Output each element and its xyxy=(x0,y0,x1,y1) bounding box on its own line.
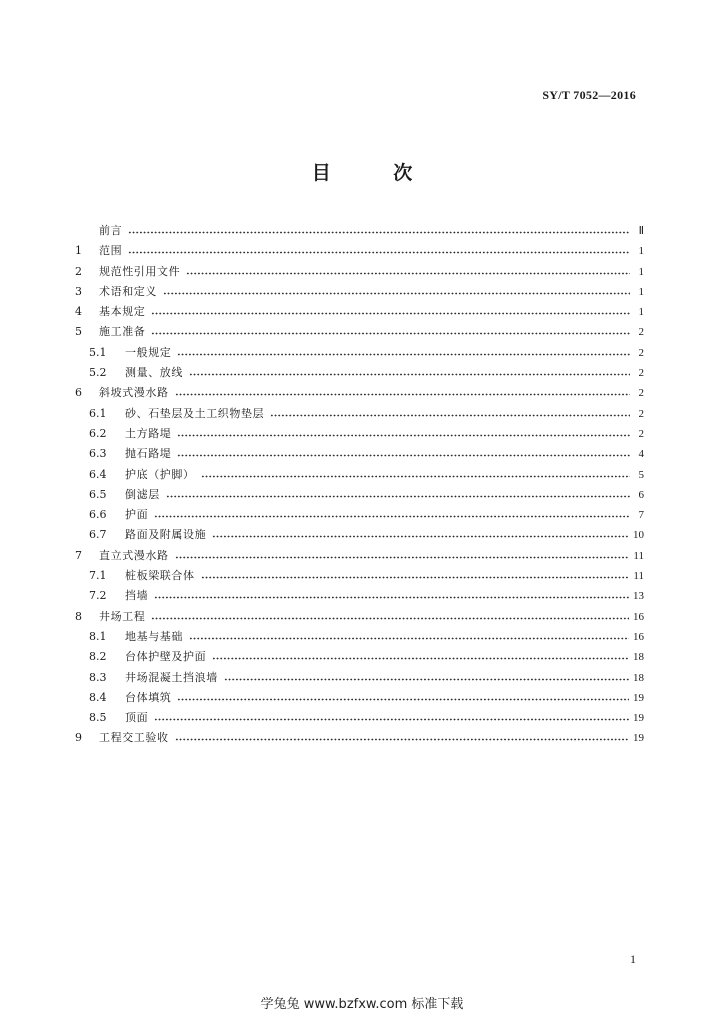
toc-entry[interactable] xyxy=(72,386,644,406)
toc-entry[interactable] xyxy=(72,630,644,650)
toc-entry-page: 2 xyxy=(638,367,644,380)
toc-entry-page: 2 xyxy=(638,346,644,359)
toc-dot-leader xyxy=(128,245,630,254)
toc-dot-leader xyxy=(151,611,629,620)
toc-entry-label: 一般规定 xyxy=(125,345,172,359)
toc-entry[interactable] xyxy=(72,650,644,670)
toc-entry[interactable] xyxy=(72,549,644,569)
toc-entry-page: 1 xyxy=(638,245,644,258)
toc-entry[interactable] xyxy=(72,508,644,528)
toc-dot-leader xyxy=(212,651,629,660)
toc-entry-label: 路面及附属设施 xyxy=(125,528,207,542)
toc-entry-label: 规范性引用文件 xyxy=(99,264,181,278)
toc-entry-label: 台体护壁及护面 xyxy=(125,650,207,664)
toc-entry-page: 2 xyxy=(638,427,644,440)
toc-entry-number: 6.7 xyxy=(89,528,107,542)
toc-dot-leader xyxy=(224,672,629,681)
toc-entry-label: 土方路堤 xyxy=(125,426,172,440)
toc-entry-page: 5 xyxy=(638,468,644,481)
toc-entry-page: 2 xyxy=(638,387,644,400)
toc-dot-leader xyxy=(175,550,630,559)
toc-entry-label: 挡墙 xyxy=(125,589,149,603)
toc-entry-number: 5 xyxy=(75,325,82,339)
toc-entry-page: 7 xyxy=(638,509,644,522)
toc-dot-leader xyxy=(212,529,629,538)
toc-entry-label: 护面 xyxy=(125,508,149,522)
toc-dot-leader xyxy=(270,408,630,417)
toc-entry-page: 18 xyxy=(633,671,644,684)
toc-entry[interactable] xyxy=(72,265,644,285)
toc-entry-page: 6 xyxy=(638,488,644,501)
toc-entry-number: 6.5 xyxy=(89,487,107,501)
toc-entry-label: 直立式漫水路 xyxy=(99,548,169,562)
toc-entry-number: 6.3 xyxy=(89,447,107,461)
toc-dot-leader xyxy=(177,428,630,437)
toc-entry-page: 2 xyxy=(638,326,644,339)
toc-entry-number: 8.4 xyxy=(89,690,107,704)
toc-dot-leader xyxy=(128,225,630,234)
toc-entry[interactable] xyxy=(72,569,644,589)
toc-entry[interactable] xyxy=(72,711,644,731)
toc-entry-page: 1 xyxy=(638,265,644,278)
toc-dot-leader xyxy=(177,347,630,356)
toc-entry[interactable] xyxy=(72,407,644,427)
toc-entry-page: 16 xyxy=(633,610,644,623)
toc-entry[interactable] xyxy=(72,244,644,264)
toc-entry-label: 术语和定义 xyxy=(99,284,157,298)
toc-entry-label: 工程交工验收 xyxy=(99,731,169,745)
toc-entry-label: 台体填筑 xyxy=(125,690,172,704)
toc-entry[interactable] xyxy=(72,366,644,386)
toc-dot-leader xyxy=(189,631,629,640)
toc-entry[interactable] xyxy=(72,731,644,751)
toc-dot-leader xyxy=(201,570,630,579)
toc-entry-page: 10 xyxy=(633,529,644,542)
toc-dot-leader xyxy=(166,489,630,498)
toc-entry-label: 施工准备 xyxy=(99,325,146,339)
toc-entry[interactable] xyxy=(72,528,644,548)
toc-entry-number: 6.2 xyxy=(89,426,107,440)
toc-entry-number: 6.6 xyxy=(89,508,107,522)
toc-dot-leader xyxy=(175,732,629,741)
toc-entry-number: 4 xyxy=(75,305,82,319)
toc-entry-page: 13 xyxy=(633,590,644,603)
toc-entry-number: 7.2 xyxy=(89,589,107,603)
toc-entry-number: 6.1 xyxy=(89,406,107,420)
toc-entry-label: 桩板梁联合体 xyxy=(125,569,195,583)
toc-entry-number: 2 xyxy=(75,264,82,278)
toc-entry[interactable] xyxy=(72,224,644,244)
toc-dot-leader xyxy=(201,469,630,478)
page-number: 1 xyxy=(630,952,636,966)
toc-entry-page: 16 xyxy=(633,630,644,643)
toc-entry-number: 5.1 xyxy=(89,345,107,359)
toc-entry-number: 9 xyxy=(75,731,82,745)
table-of-contents xyxy=(72,224,644,752)
toc-entry-number: 7.1 xyxy=(89,569,107,583)
toc-entry-page: 2 xyxy=(638,407,644,420)
toc-entry[interactable] xyxy=(72,346,644,366)
standard-number: SY/T 7052—2016 xyxy=(542,88,636,102)
toc-entry-label: 基本规定 xyxy=(99,305,146,319)
toc-entry-page: 19 xyxy=(633,691,644,704)
toc-entry[interactable] xyxy=(72,691,644,711)
toc-dot-leader xyxy=(154,712,629,721)
toc-entry-page: 18 xyxy=(633,651,644,664)
toc-entry[interactable] xyxy=(72,671,644,691)
toc-entry-page: 1 xyxy=(638,285,644,298)
toc-entry-page: 11 xyxy=(633,570,644,583)
toc-entry-page: Ⅱ xyxy=(638,225,644,237)
toc-dot-leader xyxy=(189,367,630,376)
toc-entry-label: 顶面 xyxy=(125,711,149,725)
toc-entry[interactable] xyxy=(72,305,644,325)
toc-entry[interactable] xyxy=(72,285,644,305)
toc-entry-label: 砂、石垫层及土工织物垫层 xyxy=(125,406,265,420)
toc-dot-leader xyxy=(186,266,630,275)
toc-entry-number: 1 xyxy=(75,244,82,258)
toc-entry[interactable] xyxy=(72,427,644,447)
toc-entry[interactable] xyxy=(72,589,644,609)
toc-entry-page: 1 xyxy=(638,306,644,319)
toc-entry-label: 井场工程 xyxy=(99,609,146,623)
toc-entry-number: 6 xyxy=(75,386,82,400)
toc-entry[interactable] xyxy=(72,610,644,630)
toc-entry-label: 地基与基础 xyxy=(125,629,183,643)
toc-entry-page: 19 xyxy=(633,732,644,745)
page-title: 目 次 xyxy=(311,162,441,184)
toc-entry-number: 8.1 xyxy=(89,629,107,643)
toc-entry-page: 19 xyxy=(633,712,644,725)
toc-entry-number: 8 xyxy=(75,609,82,623)
toc-dot-leader xyxy=(177,692,629,701)
toc-entry-label: 护底（护脚） xyxy=(125,467,195,481)
toc-entry[interactable] xyxy=(72,488,644,508)
toc-entry-number: 8.2 xyxy=(89,650,107,664)
toc-dot-leader xyxy=(154,509,630,518)
toc-entry-label: 井场混凝土挡浪墙 xyxy=(125,670,218,684)
toc-entry-page: 11 xyxy=(633,549,644,562)
toc-dot-leader xyxy=(175,387,630,396)
toc-entry-number: 3 xyxy=(75,284,82,298)
toc-dot-leader xyxy=(154,590,629,599)
toc-entry-label: 范围 xyxy=(99,244,123,258)
toc-entry-label: 测量、放线 xyxy=(125,366,183,380)
toc-entry-number: 5.2 xyxy=(89,366,107,380)
toc-entry[interactable] xyxy=(72,325,644,345)
toc-entry-page: 4 xyxy=(638,448,644,461)
toc-dot-leader xyxy=(151,306,630,315)
toc-entry[interactable] xyxy=(72,447,644,467)
toc-entry[interactable] xyxy=(72,468,644,488)
toc-entry-number: 8.3 xyxy=(89,670,107,684)
toc-entry-label: 斜坡式漫水路 xyxy=(99,386,169,400)
toc-entry-label: 前言 xyxy=(99,224,123,237)
toc-dot-leader xyxy=(163,286,630,295)
toc-entry-number: 7 xyxy=(75,548,82,562)
footer-watermark: 学兔兔 www.bzfxw.com 标准下载 xyxy=(260,997,464,1012)
toc-entry-number: 8.5 xyxy=(89,711,107,725)
toc-entry-label: 抛石路堤 xyxy=(125,447,172,461)
toc-entry-number: 6.4 xyxy=(89,467,107,481)
toc-dot-leader xyxy=(177,448,630,457)
toc-dot-leader xyxy=(151,326,630,335)
toc-entry-label: 倒滤层 xyxy=(125,487,160,501)
